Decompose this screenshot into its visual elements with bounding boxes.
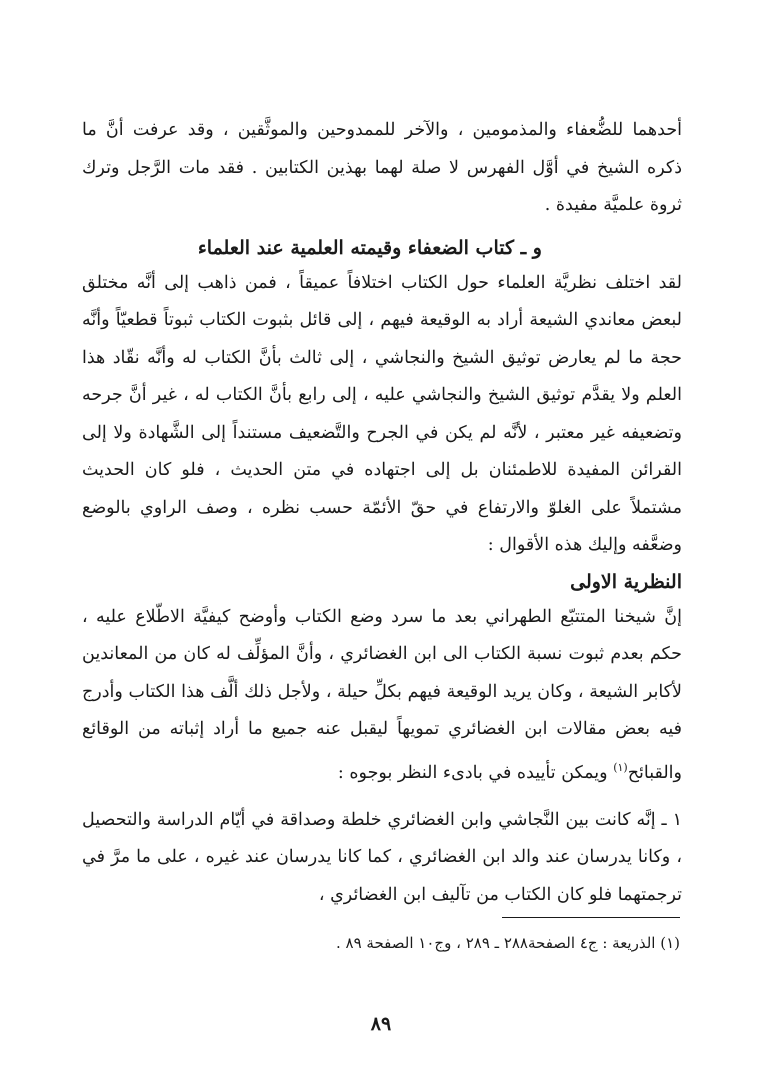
section-paragraph: لقد اختلف نظريَّة العلماء حول الكتاب اختلافاً عميقاً ، فمن ذاهب إلى أنَّه مختلق لبعض معاندي الشيعة أراد به الوقيعة فيهم ، إلى قائل بثبوت الكتاب ثبوتاً قطعيّاً وأنَّه حجة ما لم يعارض توثيق الشيخ والنجاشي ، إلى ثالث بأنَّ الكتاب له وأنَّه نقّاد هذا العلم ولا يقدَّم توثيق الشيخ والنجاشي عليه ، إلى رابع بأنَّ الكتاب له ، غير أنَّ جرحه وتضعيفه غير معتبر ، لأنَّه لم يكن في الجرح والتَّضعيف مستنداً إلى الشَّهادة ولا إلى القرائن المفيدة للاطمئنان بل إلى اجتهاده في متن الحديث ، فلو كان الحديث مشتملاً على الغلوّ والارتفاع في حقّ الأئمّة حسب نظره ، وصف الراوي بالوضع وضعَّفه وإليك هذه الأقوال : [82,272,682,555]
footnote-divider [502,917,680,918]
theory-paragraph-end: ويمكن تأييده في بادىء النظر بوجوه : [337,762,614,783]
theory-heading: النظرية الاولى [570,570,682,593]
theory-paragraph-text: إنَّ شيخنا المتتبّع الطهراني بعد ما سرد وضع الكتاب وأوضح كيفيَّة الاطّلاع عليه ، حكم بعدم ثبوت نسبة الكتاب الى ابن الغضائري ، وأنَّ المؤلِّف له كان من المعاندين لأكابر الشيعة ، وكان يريد الوقيعة فيهم بكلِّ حيلة ، ولأجل ذلك ألَّف هذا الكتاب وأدرج فيه بعض مقالات ابن الغضائري تمويهاً ليقبل عنه جميع ما أراد إثباته من الوقائع والقبائح [82,606,682,783]
footnote-text: (١) الذريعة : ج٤ الصفحة٢٨٨ ـ ٢٨٩ ، وج١٠ الصفحة ٨٩ . [335,934,680,952]
section-heading: و ـ كتاب الضعفاء وقيمته العلمية عند العلماء [197,236,542,259]
theory-paragraph [82,599,682,792]
page-number: ٨٩ [370,1013,392,1035]
intro-paragraph: أحدهما للضُّعفاء والمذمومين ، والآخر للممدوحين والموثَّقين ، وقد عرفت أنَّ ما ذكره الشيخ في أوَّل الفهرس لا صلة لهما بهذين الكتابين . فقد مات الرَّجل وترك ثروة علميَّة مفيدة . [82,120,682,215]
list-item-1: ١ ـ إنَّه كانت بين النَّجاشي وابن الغضائري خلطة وصداقة في أيّام الدراسة والتحصيل ، وكانا يدرسان عند والد ابن الغضائري ، كما كانا يدرسان عند غيره ، على ما مرَّ في ترجمتهما فلو كان الكتاب من تآليف ابن الغضائري ، [82,809,682,905]
footnote-reference: (١) [613,760,628,774]
